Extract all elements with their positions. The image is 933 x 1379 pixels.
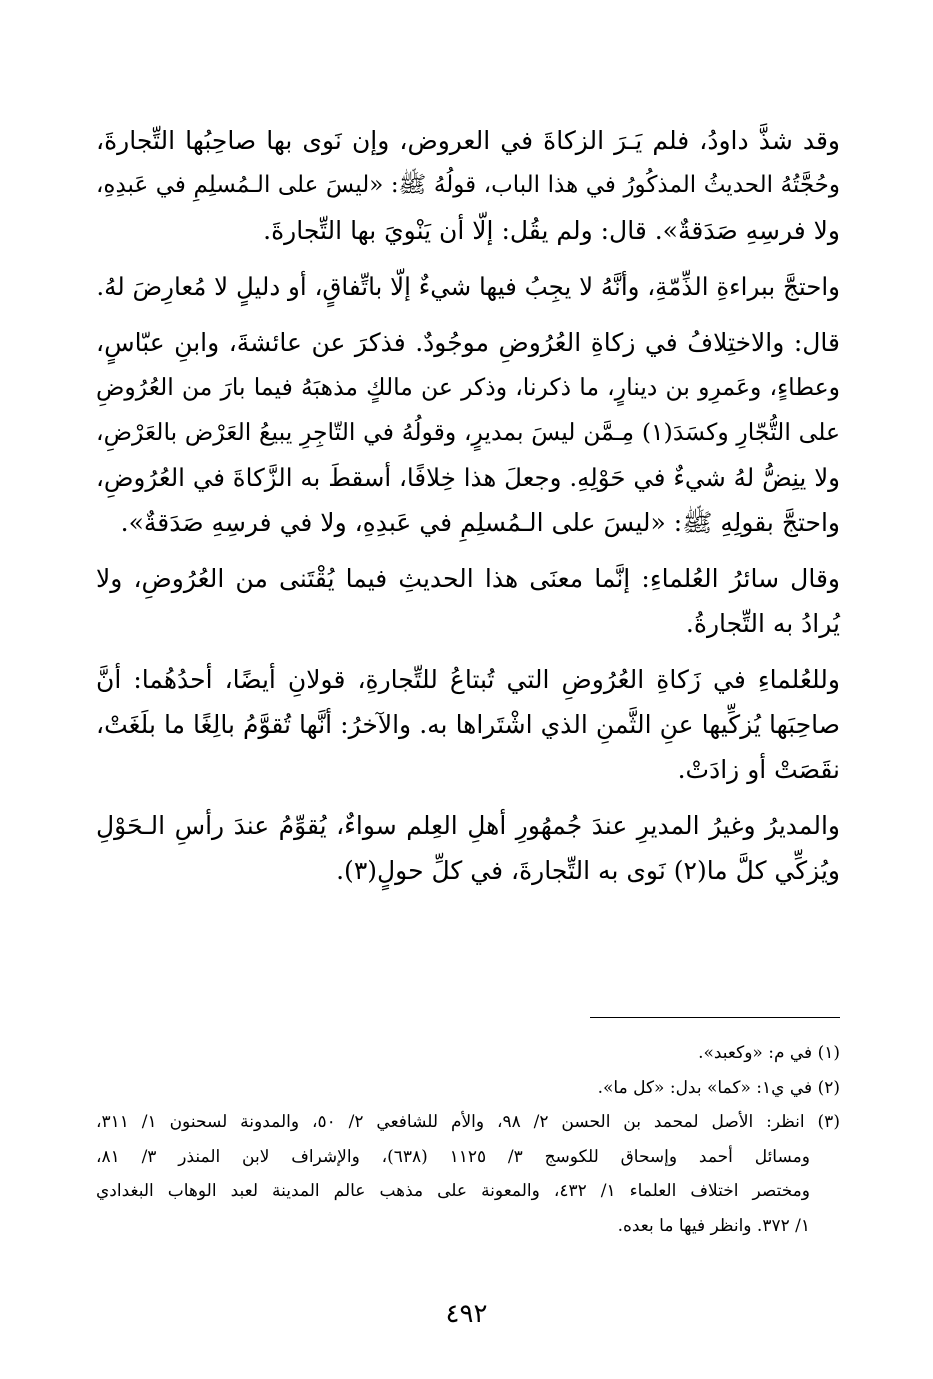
paragraph-6	[96, 803, 840, 893]
page-number: ٤٩٢	[445, 1299, 488, 1329]
text-line: واحتجَّ بقولِهِ ﷺ: «ليسَ على الـمُسلِمِ في عَبدِهِ، ولا في فرسِهِ صَدَقةٌ».	[120, 508, 840, 537]
paragraph-4	[96, 556, 840, 646]
text-line: وقال سائرُ العُلماءِ: إنَّما معنَى هذا الحديثِ فيما يُقْتَنى من العُرُوضِ، ولا	[96, 564, 840, 593]
text-line: وقد شذَّ داودُ، فلم يَـرَ الزكاةَ في العروض، وإن نَوى بها صاحِبُها التِّجارةَ،	[96, 126, 840, 155]
text-line: على التُّجّارِ وكسَدَ(١) مِـمَّن ليسَ بمديرٍ، وقولُهُ في التّاجِرِ يبيعُ العَرْض بالعَرْضِ،	[96, 418, 840, 446]
text-line: واحتجَّ ببراءةِ الذِّمّةِ، وأنَّهُ لا يجِبُ فيها شيءٌ إلّا باتِّفاقٍ، أو دليلٍ لا مُعارِضَ لهُ.	[96, 272, 840, 301]
text-line: صاحِبَها يُزكِّيها عنِ الثَّمنِ الذي اشْتَراها به. والآخرُ: أنَّها تُقوَّمُ بالِغًا ما بلَغَتْ،	[96, 710, 840, 739]
text-line: نقَصَتْ أو زادَتْ.	[677, 755, 840, 784]
text-line: ويُزكِّي كلَّ ما(٢) نَوى به التِّجارةَ، في كلِّ حولٍ(٣).	[336, 856, 840, 885]
paragraph-2	[96, 264, 840, 309]
footnote-3-cont: ومسائل أحمد وإسحاق للكوسج ٣/ ١١٢٥ (٦٣٨)، والإشراف لابن المنذر ٣/ ٨١،	[96, 1146, 810, 1167]
footnote-1: (١) في م: «وكعبد».	[698, 1043, 840, 1063]
text-line: وللعُلماءِ في زَكاةِ العُرُوضِ التي تُبتاعُ للتِّجارةِ، قولانِ أيضًا، أحدُهُما: أنَّ	[96, 665, 840, 694]
footnote-3-cont: ومختصر اختلاف العلماء ١/ ٤٣٢، والمعونة على مذهب عالم المدينة لعبد الوهاب البغدادي	[96, 1181, 810, 1201]
text-line: ولا ينِضُّ لهُ شيءٌ في حَوْلِهِ. وجعلَ هذا خِلافًا، أسقطَ به الزَّكاةَ في العُرُوضِ،	[96, 463, 840, 492]
footnote-3-cont: ١/ ٣٧٢. وانظر فيها ما بعده.	[617, 1215, 810, 1236]
paragraph-1	[96, 118, 840, 253]
text-line: ولا فرسِهِ صَدَقةٌ». قال: ولم يقُل: إلّا أن يَنْويَ بها التِّجارةَ.	[263, 216, 840, 245]
footnote-3: (٣) انظر: الأصل لمحمد بن الحسن ٢/ ٩٨، والأم للشافعي ٢/ ٥٠، والمدونة لسحنون ١/ ٣١١،	[96, 1112, 840, 1132]
footnote-separator	[590, 1017, 840, 1018]
paragraph-5	[96, 657, 840, 792]
footnotes	[96, 1036, 840, 1243]
paragraph-3	[96, 320, 840, 545]
footnote-2: (٢) في ي١: «كما» بدل: «كل ما».	[597, 1077, 840, 1098]
text-line: قال: والاختِلافُ في زكاةِ العُرُوضِ موجُودٌ. فذكرَ عن عائشةَ، وابنِ عبّاسٍ،	[96, 328, 840, 357]
main-text	[96, 118, 840, 893]
text-line: والمديرُ وغيرُ المديرِ عندَ جُمهُورِ أهلِ العِلم سواءٌ، يُقوِّمُ عندَ رأسِ الـحَوْلِ	[96, 811, 840, 840]
text-line: وحُجَّتُهُ الحديثُ المذكُورُ في هذا الباب، قولُهُ ﷺ: «ليسَ على الـمُسلِمِ في عَبدِهِ،	[96, 172, 840, 198]
text-line: وعطاءٍ، وعَمرِو بن دينارٍ، ما ذكرنا، وذكر عن مالكٍ مذهبَهُ فيما بارَ من العُرُوضِ	[96, 373, 840, 401]
text-line: يُرادُ به التِّجارةُ.	[685, 609, 840, 638]
